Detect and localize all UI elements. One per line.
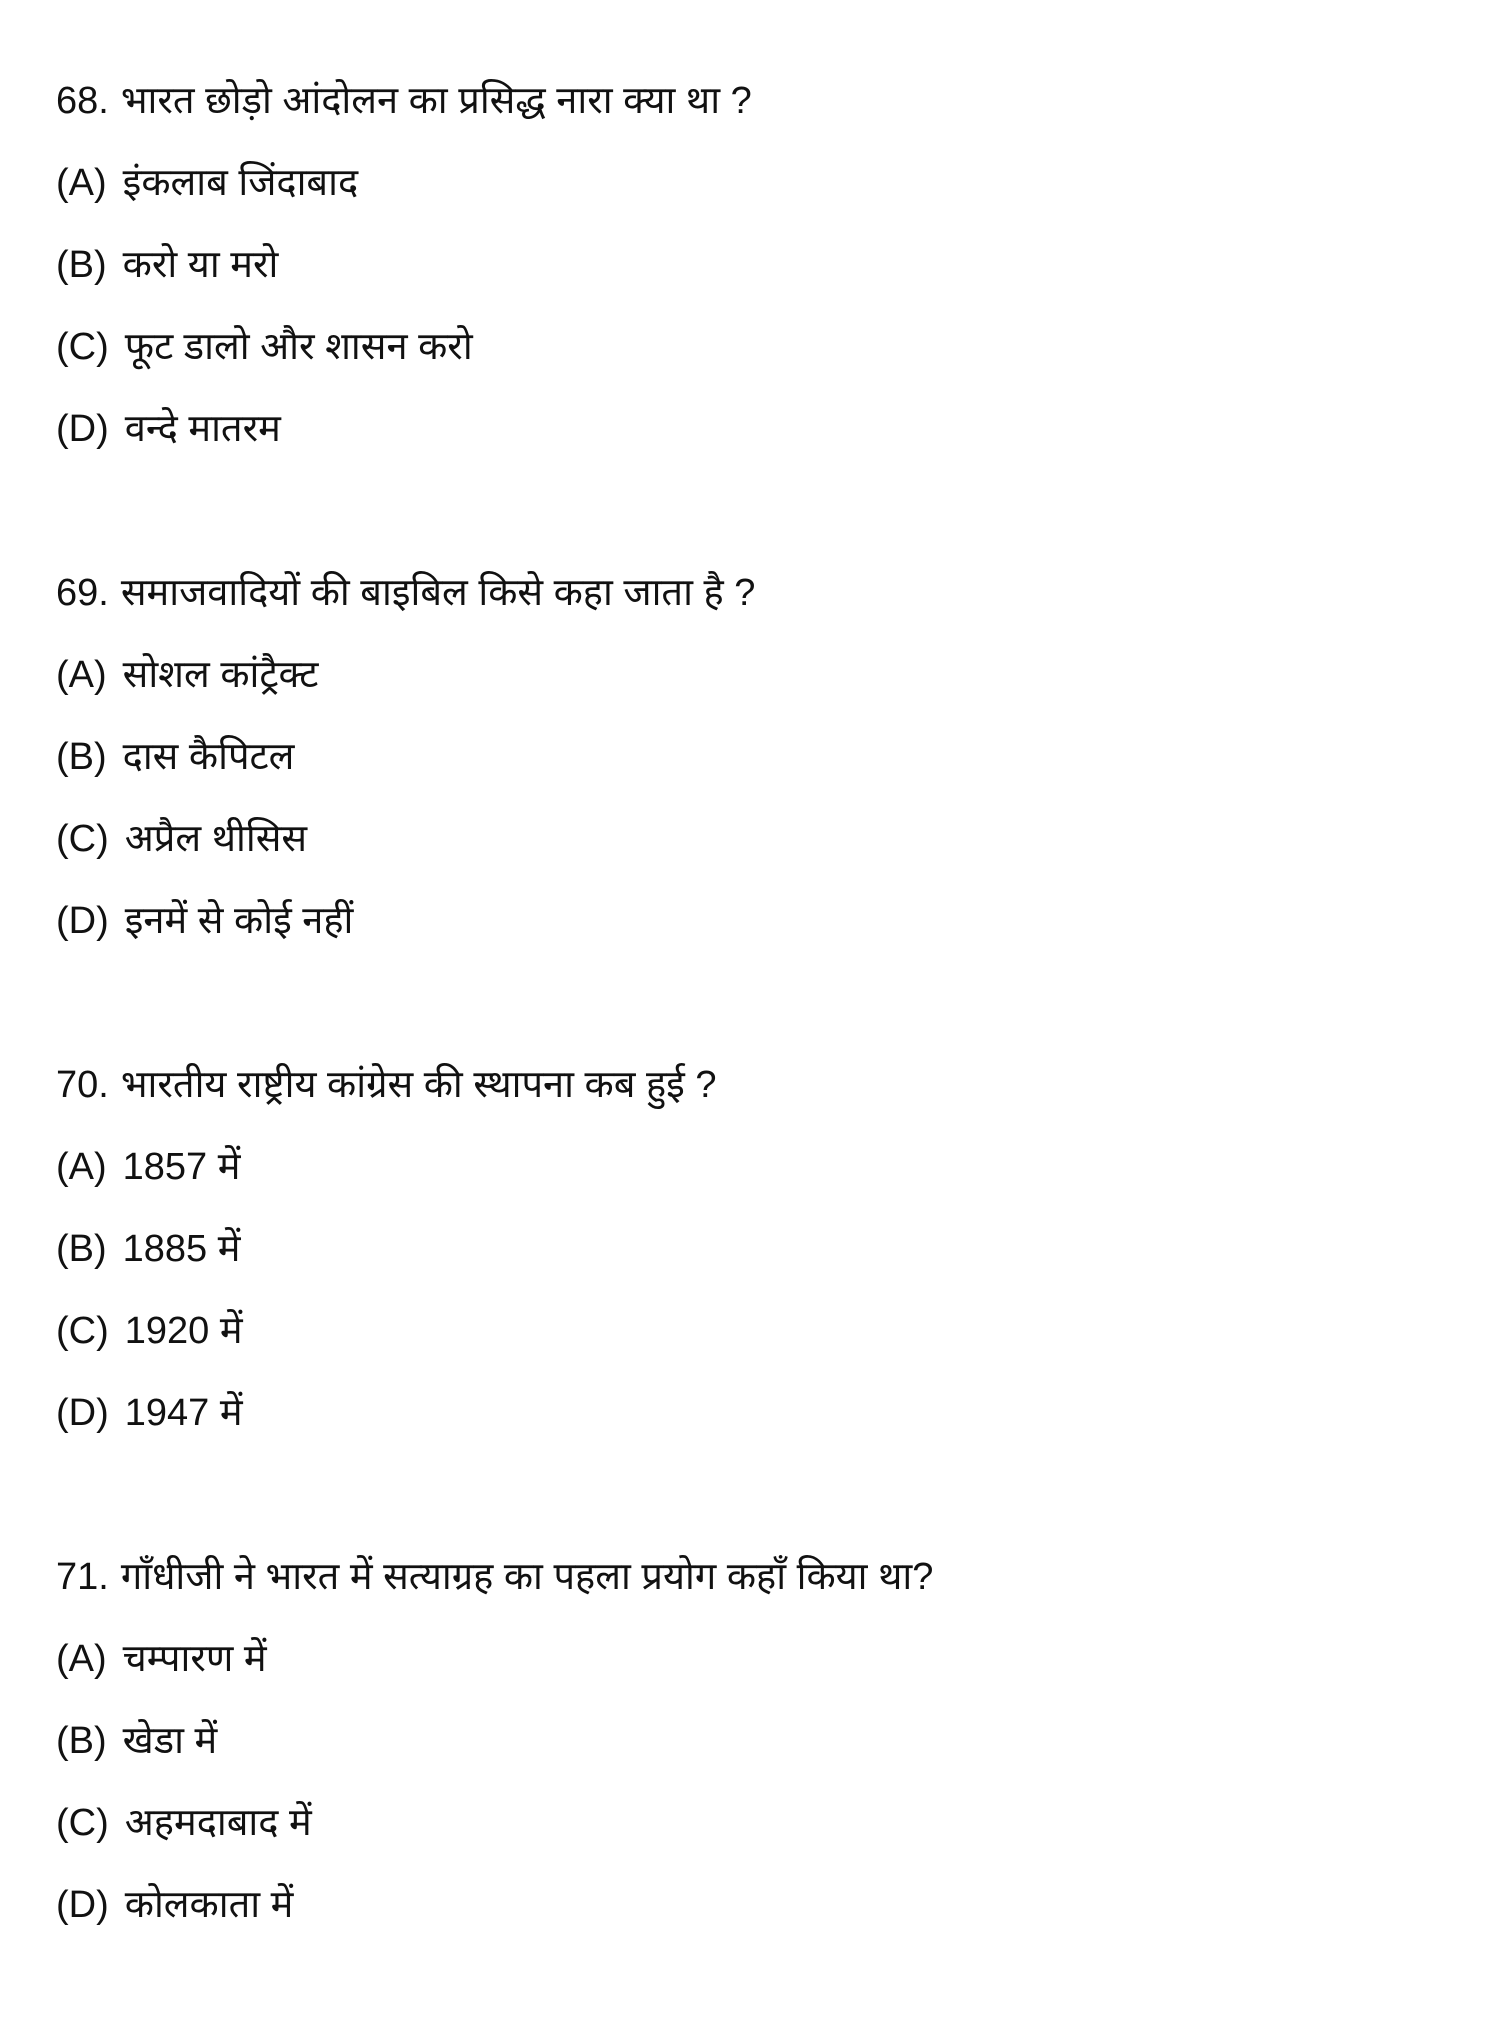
option-label: (D) xyxy=(56,1884,109,1926)
option-line xyxy=(56,142,1465,224)
option-line xyxy=(56,1372,1465,1454)
option-line xyxy=(56,880,1465,962)
option-label: (B) xyxy=(56,736,107,778)
option-label: (D) xyxy=(56,408,109,450)
option-line xyxy=(56,1782,1465,1864)
option-label: (A) xyxy=(56,1146,107,1188)
option-label: (D) xyxy=(56,1392,109,1434)
option-label: (A) xyxy=(56,1638,107,1680)
question-number: 68. xyxy=(56,80,109,122)
option-label: (C) xyxy=(56,1310,109,1352)
question-sheet xyxy=(56,60,1465,2028)
option-text: 1857 में xyxy=(122,1146,241,1188)
option-text: फूट डालो और शासन करो xyxy=(124,326,473,368)
question-number: 71. xyxy=(56,1556,109,1598)
option-line xyxy=(56,1700,1465,1782)
option-line xyxy=(56,224,1465,306)
option-text: 1947 में xyxy=(124,1392,243,1434)
question-text-line xyxy=(56,552,1465,634)
question-block xyxy=(56,552,1465,962)
option-line xyxy=(56,1864,1465,1946)
question-number: 69. xyxy=(56,572,109,614)
option-text: 1885 में xyxy=(122,1228,241,1270)
option-label: (A) xyxy=(56,162,107,204)
option-text: कोलकाता में xyxy=(124,1884,294,1926)
question-number: 70. xyxy=(56,1064,109,1106)
option-text: वन्दे मातरम xyxy=(124,408,281,450)
question-text: भारतीय राष्ट्रीय कांग्रेस की स्थापना कब हुई ? xyxy=(120,1064,717,1106)
question-text: समाजवादियों की बाइबिल किसे कहा जाता है ? xyxy=(120,572,756,614)
option-line xyxy=(56,1208,1465,1290)
option-label: (D) xyxy=(56,900,109,942)
option-line xyxy=(56,716,1465,798)
question-block xyxy=(56,1044,1465,1454)
option-line xyxy=(56,306,1465,388)
option-text: दास कैपिटल xyxy=(122,736,295,778)
option-label: (B) xyxy=(56,1228,107,1270)
option-line xyxy=(56,798,1465,880)
question-text: भारत छोड़ो आंदोलन का प्रसिद्ध नारा क्या था ? xyxy=(120,80,752,122)
option-text: इंकलाब जिंदाबाद xyxy=(122,162,359,204)
option-label: (C) xyxy=(56,818,109,860)
option-text: 1920 में xyxy=(124,1310,243,1352)
option-label: (B) xyxy=(56,244,107,286)
question-block xyxy=(56,60,1465,470)
option-text: चम्पारण में xyxy=(122,1638,267,1680)
option-text: करो या मरो xyxy=(122,244,279,286)
option-line xyxy=(56,1126,1465,1208)
option-text: सोशल कांट्रैक्ट xyxy=(122,654,319,696)
option-label: (C) xyxy=(56,1802,109,1844)
option-line xyxy=(56,1618,1465,1700)
option-text: अहमदाबाद में xyxy=(124,1802,312,1844)
option-text: अप्रैल थीसिस xyxy=(124,818,308,860)
option-line xyxy=(56,1290,1465,1372)
option-label: (C) xyxy=(56,326,109,368)
question-text-line xyxy=(56,60,1465,142)
option-line xyxy=(56,634,1465,716)
option-text: इनमें से कोई नहीं xyxy=(124,900,354,942)
option-text: खेडा में xyxy=(122,1720,218,1762)
question-text-line xyxy=(56,1536,1465,1618)
option-label: (A) xyxy=(56,654,107,696)
option-label: (B) xyxy=(56,1720,107,1762)
question-block xyxy=(56,1536,1465,1946)
question-text: गाँधीजी ने भारत में सत्याग्रह का पहला प्रयोग कहाँ किया था? xyxy=(120,1556,934,1598)
option-line xyxy=(56,388,1465,470)
question-text-line xyxy=(56,1044,1465,1126)
